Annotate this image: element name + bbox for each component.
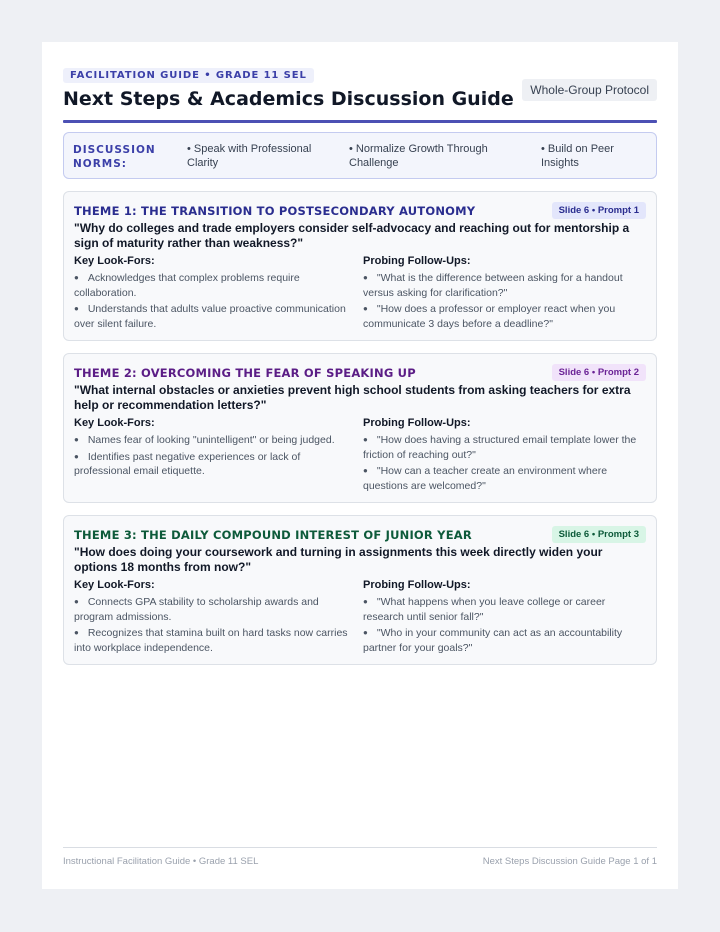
follow-ups-heading: Probing Follow-Ups: (363, 417, 471, 429)
discussion-norms-box (63, 132, 657, 179)
page-title: Next Steps & Academics Discussion Guide (63, 88, 514, 110)
look-fors-column (74, 416, 349, 481)
bullet-icon: ● (74, 435, 79, 444)
slide-badge: Slide 6 • Prompt 1 (552, 202, 646, 219)
follow-ups-column (363, 416, 641, 495)
follow-up-item: ● "What happens when you leave college or career research until senior fall?" (363, 596, 606, 623)
norm-item: • Build on Peer Insights (541, 143, 614, 169)
follow-up-item: ● "How does having a structured email template lower the friction of reaching out?" (363, 434, 637, 461)
follow-up-item: ● "How can a teacher create an environment where questions are welcomed?" (363, 465, 608, 492)
look-fors-column (74, 254, 349, 333)
bullet-icon: ● (74, 628, 79, 637)
theme-title: THEME 1: THE TRANSITION TO POSTSECONDARY AUTONOMY (74, 204, 476, 218)
bullet-icon: ● (74, 273, 79, 282)
bullet-icon: ● (74, 597, 79, 606)
look-fors-heading: Key Look-Fors: (74, 255, 155, 267)
slide-badge: Slide 6 • Prompt 2 (552, 364, 646, 381)
look-for-item: ● Names fear of looking "unintelligent" or being judged. (74, 434, 335, 446)
discussion-prompt: "How does doing your coursework and turning in assignments this week directly widen your options 18 months from now?" (74, 545, 603, 574)
bullet-icon: ● (363, 304, 368, 313)
bullet-icon: ● (363, 466, 368, 475)
bullet-icon: ● (74, 451, 79, 461)
protocol-badge: Whole-Group Protocol (522, 79, 657, 101)
slide-badge: Slide 6 • Prompt 3 (552, 526, 646, 543)
norm-item: • Speak with Professional Clarity (187, 143, 312, 169)
follow-up-item: ● "How does a professor or employer react when you communicate 3 days before a deadline?" (363, 303, 616, 330)
follow-up-item: ● "What is the difference between asking for a handout versus asking for clarification?" (363, 272, 623, 299)
follow-ups-heading: Probing Follow-Ups: (363, 255, 471, 267)
look-for-item: ● Acknowledges that complex problems require collaboration. (74, 272, 300, 299)
bullet-icon: ● (74, 304, 79, 313)
look-fors-column (74, 578, 349, 657)
theme-title: THEME 2: OVERCOMING THE FEAR OF SPEAKING UP (74, 366, 416, 380)
look-for-item: ● Identifies past negative experiences or lack of professional email etiquette. (74, 450, 301, 477)
look-fors-heading: Key Look-Fors: (74, 417, 155, 429)
norms-label: DISCUSSION NORMS: (73, 144, 156, 170)
discussion-prompt: "What internal obstacles or anxieties prevent high school students from asking teachers for extra help or recommendation letters?" (74, 383, 631, 412)
discussion-prompt: "Why do colleges and trade employers consider self-advocacy and reaching out for mentorship a sign of maturity rather than weakness?" (74, 221, 630, 250)
follow-up-item: ● "Who in your community can act as an accountability partner for your goals?" (363, 627, 623, 654)
footer-right: Next Steps Discussion Guide Page 1 of 1 (482, 856, 657, 867)
footer-left: Instructional Facilitation Guide • Grade 11 SEL (63, 856, 259, 867)
look-for-item: ● Connects GPA stability to scholarship awards and program admissions. (74, 596, 319, 623)
bullet-icon: ● (363, 435, 368, 444)
norm-item: • Normalize Growth Through Challenge (349, 143, 488, 169)
look-fors-heading: Key Look-Fors: (74, 579, 155, 591)
theme-card-3 (63, 515, 657, 665)
guide-page (42, 42, 678, 889)
look-for-item: ● Recognizes that stamina built on hard tasks now carries into workplace independence. (74, 627, 348, 654)
follow-ups-column (363, 254, 641, 333)
follow-ups-column (363, 578, 641, 657)
bullet-icon: ● (363, 597, 368, 606)
document-kicker: FACILITATION GUIDE • GRADE 11 SEL (63, 68, 314, 83)
theme-card-2 (63, 353, 657, 503)
look-for-item: ● Understands that adults value proactive communication over silent failure. (74, 303, 346, 330)
bullet-icon: ● (363, 273, 368, 282)
bullet-icon: ● (363, 628, 368, 637)
theme-card-1 (63, 191, 657, 341)
title-divider (63, 120, 657, 123)
follow-ups-heading: Probing Follow-Ups: (363, 579, 471, 591)
theme-title: THEME 3: THE DAILY COMPOUND INTEREST OF JUNIOR YEAR (74, 528, 472, 542)
footer-divider (63, 847, 657, 848)
